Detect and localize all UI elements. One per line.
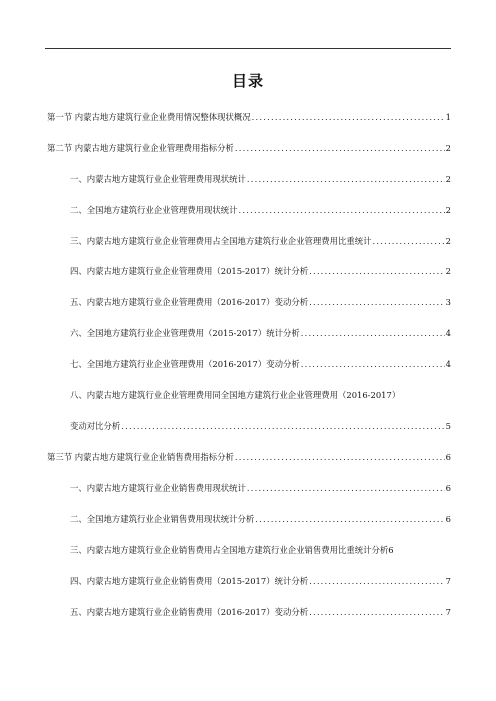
- toc-entry-label: 二、全国地方建筑行业企业销售费用现状统计分析: [70, 514, 255, 524]
- toc-entry[interactable]: [70, 204, 451, 216]
- toc-leader-dots: [309, 575, 445, 587]
- toc-leader-dots: [247, 482, 445, 494]
- toc-entry-page: 1: [445, 112, 451, 122]
- toc-leader-dots: [255, 513, 444, 525]
- toc-entry[interactable]: [70, 513, 451, 525]
- toc-leader-dots: [247, 173, 445, 185]
- toc-entry[interactable]: [47, 451, 451, 463]
- toc-leader-dots: [309, 606, 445, 618]
- toc-title: 目录: [231, 72, 264, 90]
- toc-entry-label: 五、内蒙古地方建筑行业企业管理费用（2016-2017）变动分析: [70, 297, 309, 307]
- toc-entry-label: 一、内蒙古地方建筑行业企业销售费用现状统计: [70, 483, 246, 493]
- toc-entry[interactable]: [70, 265, 451, 277]
- toc-entry-label: 第二节 内蒙古地方建筑行业企业管理费用指标分析: [47, 143, 234, 153]
- toc-entry[interactable]: [70, 327, 451, 339]
- toc-entry-page: 5: [445, 421, 451, 431]
- toc-entry-label: 第三节 内蒙古地方建筑行业企业销售费用指标分析: [47, 452, 234, 462]
- toc-leader-dots: [301, 327, 445, 339]
- toc-entry-page: 6: [388, 545, 394, 555]
- toc-leader-dots: [309, 265, 445, 277]
- toc-leader-dots: [235, 142, 445, 154]
- toc-leader-dots: [121, 420, 444, 432]
- toc-entry-label: 二、全国地方建筑行业企业管理费用现状统计: [70, 205, 238, 215]
- toc-entry[interactable]: [70, 173, 451, 185]
- toc-entry-page: 3: [445, 297, 451, 307]
- toc-entry-label: 六、全国地方建筑行业企业管理费用（2015-2017）统计分析: [70, 328, 300, 338]
- toc-entry-label: 三、内蒙古地方建筑行业企业管理费用占全国地方建筑行业企业管理费用比重统计: [70, 236, 372, 246]
- toc-entry-page: 7: [445, 607, 451, 617]
- toc-entry-page: 2: [445, 236, 451, 246]
- toc-leader-dots: [235, 451, 445, 463]
- toc-leader-dots: [239, 204, 445, 216]
- toc-leader-dots: [309, 296, 445, 308]
- toc-entry[interactable]: [70, 235, 451, 247]
- toc-entry[interactable]: [70, 296, 451, 308]
- toc-entry[interactable]: [70, 575, 451, 587]
- toc-entry-label: 七、全国地方建筑行业企业管理费用（2016-2017）变动分析: [70, 359, 300, 369]
- toc-leader-dots: [301, 358, 445, 370]
- toc-entry-page: 6: [445, 452, 451, 462]
- toc-leader-dots: [373, 235, 445, 247]
- toc-leader-dots: [252, 111, 445, 123]
- toc-entry[interactable]: [70, 482, 451, 494]
- toc-entry[interactable]: [70, 358, 451, 370]
- toc-entry-label: 变动对比分析: [70, 421, 121, 431]
- toc-entry-page: 4: [445, 359, 451, 369]
- toc-entry-page: 2: [445, 143, 451, 153]
- toc-entry-page: 4: [445, 328, 451, 338]
- toc-entry-page: 7: [445, 576, 451, 586]
- toc-entry-page: 2: [445, 266, 451, 276]
- toc-entry[interactable]: [47, 111, 451, 123]
- toc-entry-page: 2: [445, 174, 451, 184]
- toc-entry[interactable]: [70, 420, 451, 432]
- toc-entry-label: 四、内蒙古地方建筑行业企业销售费用（2015-2017）统计分析: [70, 576, 309, 586]
- toc-entry-label: 八、内蒙古地方建筑行业企业管理费用同全国地方建筑行业企业管理费用（2016-2017）: [70, 390, 401, 400]
- toc-entry[interactable]: [70, 544, 451, 556]
- toc-entry-label: 一、内蒙古地方建筑行业企业管理费用现状统计: [70, 174, 246, 184]
- toc-entry[interactable]: [70, 389, 451, 401]
- toc-entry-page: 6: [445, 514, 451, 524]
- toc-entry-label: 三、内蒙古地方建筑行业企业销售费用占全国地方建筑行业企业销售费用比重统计分析: [70, 545, 389, 555]
- toc-entry-label: 四、内蒙古地方建筑行业企业管理费用（2015-2017）统计分析: [70, 266, 309, 276]
- toc-entry-label: 第一节 内蒙古地方建筑行业企业费用情况整体现状概况: [47, 112, 251, 122]
- toc-entry-page: 6: [445, 483, 451, 493]
- toc-entry[interactable]: [70, 606, 451, 618]
- toc-entry-page: 2: [445, 205, 451, 215]
- toc-entry-label: 五、内蒙古地方建筑行业企业销售费用（2016-2017）变动分析: [70, 607, 309, 617]
- toc-entry[interactable]: [47, 142, 451, 154]
